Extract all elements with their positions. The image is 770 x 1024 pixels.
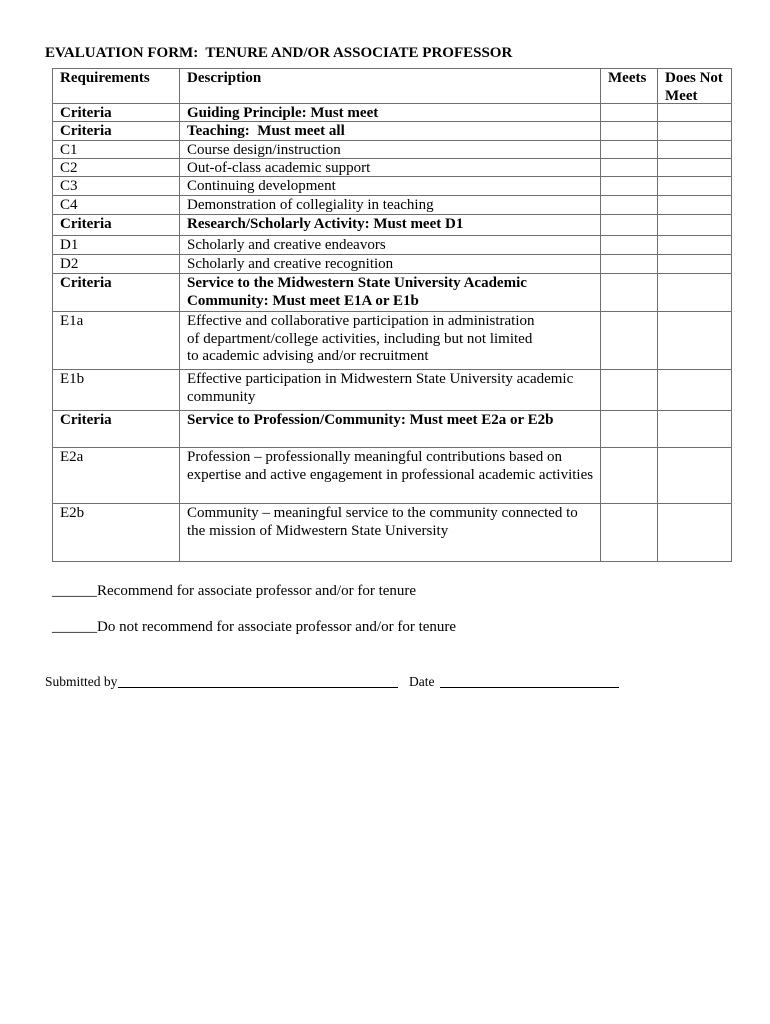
date-signature-line[interactable] [440,673,619,688]
description-line: Continuing development [187,178,336,194]
requirement-row [53,141,732,159]
description-line: Effective participation in Midwestern State University academic [187,371,574,387]
does-not-meet-cell[interactable] [658,274,732,311]
requirement-code: E2a [53,448,180,503]
description-line: Research/Scholarly Activity: Must meet D1 [187,216,464,232]
requirement-row [53,236,732,255]
does-not-meet-cell[interactable] [658,177,732,195]
requirement-description [180,504,601,561]
does-not-meet-cell[interactable] [658,236,732,254]
requirement-description [180,255,601,273]
do-not-recommend-option [52,619,456,637]
does-not-meet-cell[interactable] [658,312,732,369]
recommend-label: Recommend for associate professor and/or for tenure [97,583,417,599]
meets-cell[interactable] [601,159,658,176]
does-not-meet-cell[interactable] [658,448,732,503]
description-line: Community: Must meet E1A or E1b [187,292,419,309]
criteria-heading-row [53,104,732,122]
meets-cell[interactable] [601,141,658,158]
criteria-heading-row [53,411,732,448]
meets-cell[interactable] [601,177,658,195]
requirement-row [53,370,732,411]
meets-cell[interactable] [601,255,658,273]
criteria-heading-row [53,122,732,141]
requirement-description [180,370,601,410]
description-line: Demonstration of collegiality in teaching [187,197,434,213]
requirement-code: Criteria [53,122,180,140]
description-line: Service to the Midwestern State University Academic [187,275,527,291]
meets-cell[interactable] [601,196,658,214]
submitted-by-signature-line[interactable] [118,673,398,688]
description-line: the mission of Midwestern State University [187,522,449,539]
description-line: Scholarly and creative recognition [187,256,394,272]
requirement-code: Criteria [53,274,180,311]
description-line: Out-of-class academic support [187,160,371,176]
does-not-meet-cell[interactable] [658,104,732,121]
does-not-meet-cell[interactable] [658,159,732,176]
requirement-description [180,159,601,176]
requirement-code: E2b [53,504,180,561]
requirement-row [53,177,732,196]
requirement-row [53,255,732,274]
does-not-meet-cell[interactable] [658,504,732,561]
header-meets: Meets [601,69,658,103]
requirement-row [53,504,732,562]
does-not-meet-cell[interactable] [658,255,732,273]
description-line: community [187,388,256,405]
requirement-code: C4 [53,196,180,214]
requirement-row [53,448,732,504]
requirement-description [180,448,601,503]
requirement-code: Criteria [53,411,180,447]
requirement-description [180,312,601,369]
description-line: Course design/instruction [187,142,341,158]
table-header-row [53,69,732,104]
do-not-recommend-label: Do not recommend for associate professor and/or for tenure [97,619,457,635]
recommend-blank[interactable]: ______ [52,583,97,599]
description-line: Scholarly and creative endeavors [187,237,386,253]
requirement-description [180,215,601,235]
requirement-description [180,196,601,214]
meets-cell[interactable] [601,370,658,410]
description-line: Teaching: Must meet all [187,123,345,139]
description-line: Effective and collaborative participation in administration [187,313,535,329]
does-not-meet-cell[interactable] [658,215,732,235]
meets-cell[interactable] [601,274,658,311]
meets-cell[interactable] [601,236,658,254]
description-line: Service to Profession/Community: Must meet E2a or E2b [187,412,554,428]
date-label: Date [409,674,435,689]
requirement-description [180,177,601,195]
requirement-code: C1 [53,141,180,158]
do-not-recommend-blank[interactable]: ______ [52,619,97,635]
does-not-meet-cell[interactable] [658,196,732,214]
meets-cell[interactable] [601,312,658,369]
requirement-code: C2 [53,159,180,176]
requirement-description [180,411,601,447]
requirement-description [180,236,601,254]
does-not-meet-cell[interactable] [658,370,732,410]
header-does-not-meet-line: Does Not [665,70,723,86]
description-line: Guiding Principle: Must meet [187,105,379,121]
requirement-row [53,312,732,370]
requirement-row [53,159,732,177]
does-not-meet-cell[interactable] [658,141,732,158]
description-line: of department/college activities, including but not limited [187,330,533,347]
header-requirements: Requirements [53,69,180,103]
requirement-code: C3 [53,177,180,195]
requirement-description [180,104,601,121]
meets-cell[interactable] [601,411,658,447]
requirement-code: E1a [53,312,180,369]
criteria-heading-row [53,274,732,312]
meets-cell[interactable] [601,448,658,503]
requirement-description [180,274,601,311]
submitted-by-label: Submitted by [45,674,118,689]
description-line: Community – meaningful service to the community connected to [187,505,578,521]
meets-cell[interactable] [601,215,658,235]
meets-cell[interactable] [601,122,658,140]
header-does-not-meet [658,69,732,103]
does-not-meet-cell[interactable] [658,122,732,140]
recommend-option [52,583,416,601]
header-does-not-meet-line: Meet [665,87,698,104]
requirement-row [53,196,732,215]
requirement-code: D1 [53,236,180,254]
requirement-description [180,122,601,140]
requirement-code: E1b [53,370,180,410]
requirement-code: Criteria [53,215,180,235]
requirement-code: Criteria [53,104,180,121]
criteria-heading-row [53,215,732,236]
meets-cell[interactable] [601,104,658,121]
requirement-code: D2 [53,255,180,273]
description-line: to academic advising and/or recruitment [187,348,429,364]
requirement-description [180,141,601,158]
evaluation-table [52,68,732,562]
description-line: Profession – professionally meaningful contributions based on [187,449,562,465]
does-not-meet-cell[interactable] [658,411,732,447]
description-line: expertise and active engagement in professional academic activities [187,466,594,483]
meets-cell[interactable] [601,504,658,561]
form-title: EVALUATION FORM: TENURE AND/OR ASSOCIATE PROFESSOR [45,45,513,61]
header-description: Description [180,69,601,103]
